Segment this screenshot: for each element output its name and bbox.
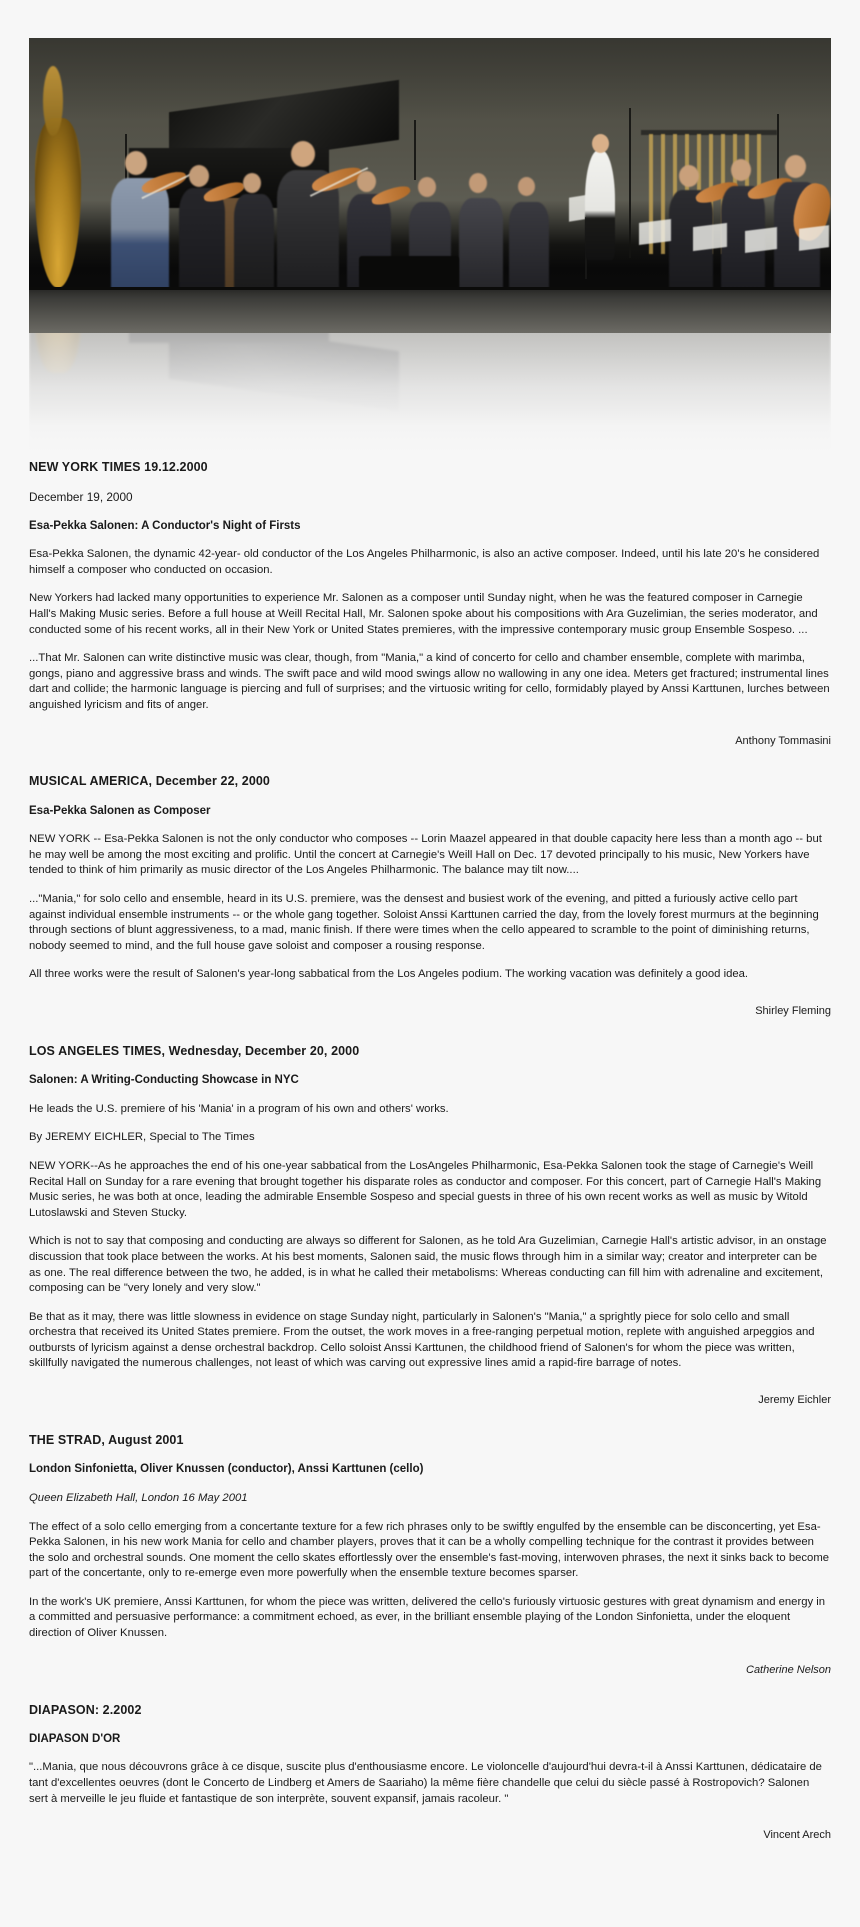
conductor-figure xyxy=(585,150,615,260)
article-paragraph: In the work's UK premiere, Anssi Karttunen, for whom the piece was written, delivered the cello's furiously virtuosic gestures with great dynamism and energy in a committed and persuasive performance: a commitment echoed, as ever, in the brilliant ensemble playing of the London Sinfonietta, under the eloquent direction of Oliver Knussen. xyxy=(29,1595,826,1640)
article-los-angeles-times xyxy=(29,1043,831,1406)
musician-body xyxy=(234,194,274,298)
article-credit: Shirley Fleming xyxy=(755,1004,831,1017)
article-date: December 19, 2000 xyxy=(29,490,133,505)
reflected-musicians xyxy=(29,333,831,358)
musician-head xyxy=(785,155,806,178)
article-musical-america xyxy=(29,773,831,1016)
music-stand xyxy=(799,225,829,251)
orchestra-photo xyxy=(29,38,831,333)
article-headline: Esa-Pekka Salonen: A Conductor's Night of Firsts xyxy=(29,519,301,532)
tuba-pipe-shape xyxy=(43,66,63,136)
instrument-case xyxy=(359,256,459,290)
stage-floor xyxy=(29,290,831,333)
article-new-york-times xyxy=(29,459,831,747)
article-headline: London Sinfonietta, Oliver Knussen (conductor), Anssi Karttunen (cello) xyxy=(29,1463,424,1476)
article-paragraph: New Yorkers had lacked many opportunities to experience Mr. Salonen as a composer until Sunday night, when he was the featured composer in Carnegie Hall's Making Music series. Before a full house at Weill Recital Hall, Mr. Salonen spoke about his compositions with Ara Guzelimian, the series moderator, and conducted some of his recent works, all in their New York or United States premieres, with the impressive contemporary music group Ensemble Sospeso. ... xyxy=(29,592,818,636)
press-articles xyxy=(29,453,831,1927)
content-column xyxy=(29,38,831,1927)
musician-head xyxy=(679,165,699,187)
article-headline: Esa-Pekka Salonen as Composer xyxy=(29,804,211,817)
music-stand xyxy=(693,223,727,251)
article-source: LOS ANGELES TIMES, Wednesday, December 20, 2000 xyxy=(29,1043,360,1058)
article-paragraph: ..."Mania," for solo cello and ensemble, heard in its U.S. premiere, was the densest and busiest work of the evening, and pitted a furiously active cello part against individual ensemble instruments -- or the whole gang together. Soloist Anssi Karttunen carried the day, from the lovely forest murmurs at the beginning through sections of blunt aggressiveness, to a mad, manic finish. If there were times when the cello appeared to scramble to the point of diminishing returns, nobody seemed to mind, and the full house gave soloist and composer a rousing response. xyxy=(29,892,819,952)
reflection-image xyxy=(29,333,831,453)
article-source: NEW YORK TIMES 19.12.2000 xyxy=(29,460,208,474)
article-paragraph: Which is not to say that composing and conducting are always so different for Salonen, as he told Ara Guzelimian, Carnegie Hall's artistic advisor, in an onstage discussion that took place between the works. At his best moments, Salonen said, the music flows through him in a similar way; creator and interpreter can be as one. The real difference between the two, he added, is in what he called their metabolisms: Whereas conducting can fill him with adrenaline and excitement, composing can be "very lonely and very slow." xyxy=(29,1235,827,1295)
article-paragraph: NEW YORK -- Esa-Pekka Salonen is not the only conductor who composes -- Lorin Maazel appeared in that double capacity here less than a month ago -- but he may well be among the most exciting and prolific. Until the concert at Carnegie's Weill Hall on Dec. 17 devoted principally to his music, New Yorkers have tended to think of him primarily as music director of the Los Angeles Philharmonic. The balance may tilt now.... xyxy=(29,833,822,877)
article-headline: DIAPASON D'OR xyxy=(29,1732,121,1745)
reflection-canvas xyxy=(29,333,831,453)
music-stand xyxy=(745,227,777,253)
article-paragraph: Be that as it may, there was little slowness in evidence on stage Sunday night, particularly in Salonen's "Mania," a sprightly piece for solo cello and small orchestra that received its United States premiere. From the outset, the work moves in a free-ranging perpetual motion, replete with anguished arpeggios and outbursts of lyricism against a dense orchestral backdrop. Cello soloist Anssi Karttunen, the childhood friend of Salonen's for whom the piece was written, skillfully navigated the numerous challenges, not least of which was carving out expressive lines amid a rapid-fire barrage of notes. xyxy=(29,1310,815,1370)
article-source: DIAPASON: 2.2002 xyxy=(29,1702,142,1717)
article-headline: Salonen: A Writing-Conducting Showcase in NYC xyxy=(29,1074,299,1087)
musician-body xyxy=(459,198,503,298)
musician-head xyxy=(357,171,376,192)
musician-body xyxy=(179,188,225,298)
article-paragraph: NEW YORK--As he approaches the end of his one-year sabbatical from the LosAngeles Philharmonic, Esa-Pekka Salonen took the stage of Carnegie's Weill Recital Hall on Sunday for a rare evening that brought together his disparate roles as conductor and composer. For this concert, part of Carnegie Hall's Making Music series, he was both at once, leading the admirable Ensemble Sospeso and special guests in three of his own recent works as well as music by Witold Lutoslawski and Steven Stucky. xyxy=(29,1160,822,1219)
photo-canvas xyxy=(29,38,831,333)
musician-body xyxy=(509,202,549,298)
violin-shape xyxy=(370,183,412,208)
article-venue: Queen Elizabeth Hall, London 16 May 2001 xyxy=(29,1491,248,1504)
article-diapason xyxy=(29,1702,831,1842)
photo-reflection xyxy=(29,333,831,453)
musician-head xyxy=(731,159,751,181)
page-root xyxy=(0,38,860,1927)
article-source: MUSICAL AMERICA, December 22, 2000 xyxy=(29,774,270,789)
article-credit: Anthony Tommasini xyxy=(735,735,831,748)
article-paragraph: Esa-Pekka Salonen, the dynamic 42-year- old conductor of the Los Angeles Philharmonic, is also an active composer. Indeed, until his late 20's he considered himself a composer who conducted on occasion. xyxy=(29,548,820,576)
article-the-strad xyxy=(29,1432,831,1676)
musician-head xyxy=(518,177,535,196)
article-paragraph: "...Mania, que nous découvrons grâce à ce disque, suscite plus d'enthousiasme encore. Le violoncelle d'aujourd'hui devra-t-il à Anssi Karttunen, dédicataire de tant d'excellentes oeuvres (dont le Concerto de Lindberg et Amers de Saariaho) la même fière chandelle que celui du siècle passé à Rostropovich? Salonen sert à merveille le jeu fluide et fantastique de son interprète, souvent expansif, jamais racoleur. " xyxy=(29,1761,822,1805)
article-paragraph: ...That Mr. Salonen can write distinctive music was clear, though, from "Mania," a kind of concerto for cello and chamber ensemble, complete with marimba, gongs, piano and aggressive brass and winds. The swift pace and wild mood swings allow no wallowing in any one idea. Meters get fractured; instrumental lines dart and collide; the harmonic language is piercing and full of surprises; and the virtuosic writing for cello, formidably played by Anssi Karttunen, lurches between anguished lyricism and fits of anger. xyxy=(29,652,830,711)
article-subhead: He leads the U.S. premiere of his 'Mania' in a program of his own and others' works. xyxy=(29,1102,449,1115)
article-credit: Jeremy Eichler xyxy=(758,1393,831,1406)
article-credit: Catherine Nelson xyxy=(746,1663,831,1676)
musician-head xyxy=(189,165,209,187)
musician-head xyxy=(291,141,315,167)
music-stand xyxy=(639,219,671,245)
article-credit: Vincent Arech xyxy=(763,1829,831,1842)
musician-body xyxy=(111,178,169,298)
musician-head xyxy=(469,173,487,193)
article-paragraph: All three works were the result of Salonen's year-long sabbatical from the Los Angeles podium. The working vacation was definitely a good idea. xyxy=(29,968,749,981)
musician-head xyxy=(418,177,436,197)
article-byline: By JEREMY EICHLER, Special to The Times xyxy=(29,1131,255,1144)
conductor-head xyxy=(592,134,609,153)
article-paragraph: The effect of a solo cello emerging from a concertante texture for a few rich phrases only to be swiftly engulfed by the ensemble can be disconcerting, yet Esa-Pekka Salonen, in his new work Mania for cello and chamber players, proves that it can be a wholly compelling technique for the contrast it provides between the solo and orchestral sounds. One moment the cello skates effortlessly over the ensemble's fast-moving, interwoven phrases, the next it sinks back to become part of the concertante, only to re-emerge even more powerfully when the ensemble texture becomes sparser. xyxy=(29,1520,830,1580)
article-source: THE STRAD, August 2001 xyxy=(29,1432,184,1447)
musician-head xyxy=(125,151,147,175)
musician-head xyxy=(243,173,261,193)
